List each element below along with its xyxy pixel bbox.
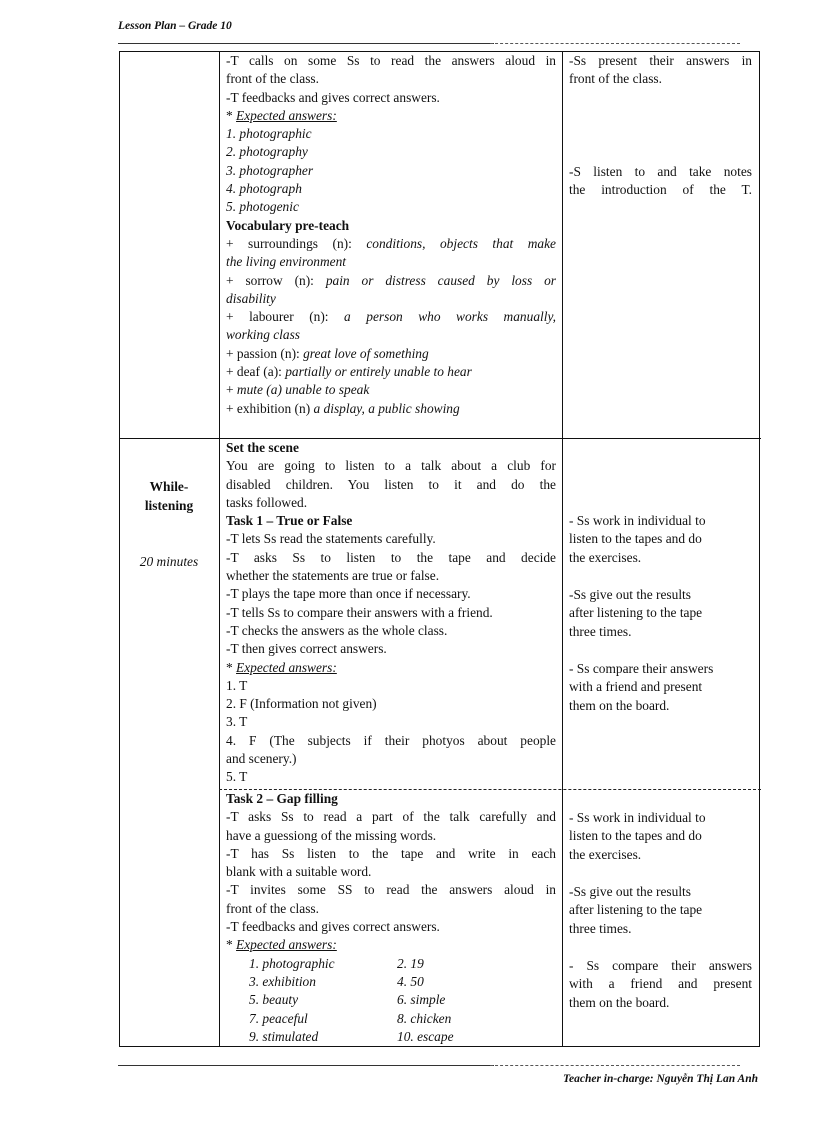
vocab-item: [226, 345, 556, 363]
stage-time: 20 minutes: [139, 554, 199, 569]
answer-item: 7. peaceful: [249, 1010, 308, 1026]
vocab-definition: great love of something: [303, 345, 429, 361]
text-line: -T asks Ss to read a part of the talk carefully and: [226, 809, 556, 825]
text-line: blank with a suitable word.: [226, 864, 372, 880]
text-line: three times.: [569, 920, 632, 936]
text-line: -T feedbacks and gives correct answers.: [226, 919, 440, 935]
answer-row: [226, 991, 556, 1009]
answer-item: 4. 50: [397, 973, 424, 989]
vocab-definition: pain or distress caused by loss or: [325, 272, 556, 288]
footer-rule: [118, 1065, 494, 1066]
text-line: the introduction of the T.: [569, 182, 752, 198]
vocab-term: + deaf (a):: [226, 364, 286, 380]
text-line: tasks followed.: [226, 494, 308, 510]
row1-student-activities-2: [569, 163, 752, 200]
header-rule: [118, 43, 494, 44]
text-line: You are going to listen to a talk about a club for: [226, 458, 556, 474]
vocab-term: + labourer (n):: [226, 309, 345, 325]
row2-student-activities: [569, 512, 752, 567]
text-line: with a friend and present: [569, 679, 703, 695]
set-scene-heading: Set the scene: [226, 440, 299, 455]
expected-answers-label: Expected answers:: [236, 659, 337, 675]
text-line: front of the class.: [569, 71, 662, 87]
expected-answers-heading: * Expected answers:: [226, 107, 337, 123]
answer-item: 10. escape: [397, 1028, 454, 1044]
text-line: the exercises.: [569, 846, 642, 862]
page-footer: Teacher in-charge: Nguyễn Thị Lan Anh: [563, 1073, 758, 1085]
text-line: listen to the tapes and do: [569, 531, 702, 547]
answer-item: 6. simple: [397, 992, 446, 1008]
text-line: -T invites some SS to read the answers aloud in: [226, 882, 556, 898]
vocab-item: [226, 272, 556, 290]
answer-item: 4. photograph: [226, 181, 302, 197]
vocab-definition-cont: the living environment: [226, 254, 346, 270]
answer-item: 3. photographer: [226, 162, 314, 178]
column-divider-2: [562, 52, 563, 1046]
text-line: after listening to the tape: [569, 902, 703, 918]
answer-item: 4. F (The subjects if their photyos about people: [226, 732, 556, 748]
vocab-definition: mute (a) unable to speak: [236, 382, 370, 398]
text-line: have a guessiong of the missing words.: [226, 827, 437, 843]
text-line: whether the statements are true or false.: [226, 568, 440, 584]
answer-item: 1. photographic: [249, 955, 335, 971]
row2-student-compare: [569, 660, 752, 715]
text-line: with a friend and present: [569, 976, 752, 992]
row3-student-compare: [569, 957, 752, 1012]
text-line: -Ss present their answers in: [569, 53, 752, 68]
text-line: - Ss compare their answers: [569, 661, 714, 676]
vocab-item: [226, 308, 556, 326]
task1-heading: Task 1 – True or False: [226, 513, 353, 529]
page-header: Lesson Plan – Grade 10: [118, 20, 232, 32]
expected-answers-label: Expected answers:: [236, 937, 337, 953]
text-line: -T has Ss listen to the tape and write in each: [226, 845, 556, 861]
answer-item: 3. T: [226, 714, 248, 730]
answer-item: 1. T: [226, 677, 248, 693]
answer-item: 5. photogenic: [226, 199, 299, 215]
stage-line: While-: [149, 479, 189, 494]
text-line: -S listen to and take notes: [569, 164, 752, 179]
text-line: three times.: [569, 623, 632, 639]
answer-item: 5. T: [226, 769, 248, 785]
stage-line: listening: [144, 497, 194, 513]
text-line: - Ss work in individual to: [569, 810, 706, 825]
expected-answers-heading: * Expected answers:: [226, 937, 337, 953]
vocab-definition-cont: working class: [226, 327, 301, 343]
row3-student-activities: [569, 809, 752, 864]
row3-student-results: [569, 883, 752, 938]
text-line: -T tells Ss to compare their answers with a friend.: [226, 604, 493, 620]
answer-item-cont: and scenery.): [226, 751, 297, 767]
expected-answers-label: Expected answers:: [236, 107, 337, 123]
header-dashed-rule: [490, 43, 740, 44]
text-line: -T lets Ss read the statements carefully.: [226, 531, 436, 547]
vocab-definition-cont: disability: [226, 290, 276, 306]
answer-item: 8. chicken: [397, 1010, 452, 1026]
row2-teacher-activities: [226, 439, 556, 787]
text-line: -T plays the tape more than once if necessary.: [226, 586, 471, 602]
row1-teacher-activities: [226, 52, 556, 418]
answer-item: 2. 19: [397, 955, 424, 971]
text-line: listen to the tapes and do: [569, 828, 702, 844]
row3-teacher-activities: [226, 790, 556, 1046]
answer-row: [226, 973, 556, 991]
footer-dashed-rule: [490, 1065, 740, 1066]
answer-row: [226, 1010, 556, 1028]
stage-label: [120, 478, 218, 515]
vocab-definition: partially or entirely unable to hear: [285, 364, 472, 380]
text-line: them on the board.: [569, 697, 670, 713]
text-line: the exercises.: [569, 549, 642, 565]
answer-item: 2. photography: [226, 144, 308, 160]
vocab-term: + passion (n):: [226, 345, 304, 361]
text-line: front of the class.: [226, 900, 319, 916]
vocab-definition: a display, a public showing: [313, 400, 460, 416]
text-line: after listening to the tape: [569, 605, 703, 621]
answer-item: 3. exhibition: [249, 973, 316, 989]
text-line: - Ss work in individual to: [569, 513, 706, 528]
text-line: - Ss compare their answers: [569, 958, 752, 973]
answer-item: 1. photographic: [226, 126, 312, 142]
text-line: -T feedbacks and gives correct answers.: [226, 89, 440, 105]
vocab-term: + surroundings (n):: [226, 235, 367, 251]
text-line: -T checks the answers as the whole class.: [226, 622, 448, 638]
text-line: -T asks Ss to listen to the tape and decide: [226, 549, 556, 565]
task2-heading: Task 2 – Gap filling: [226, 791, 338, 806]
vocab-item: [226, 235, 556, 253]
answer-row: [226, 955, 556, 973]
vocabulary-heading: Vocabulary pre-teach: [226, 217, 350, 233]
answer-item: 5. beauty: [249, 992, 299, 1008]
text-line: -Ss give out the results: [569, 587, 691, 602]
vocab-definition: a person who works manually,: [344, 309, 557, 325]
vocab-definition: conditions, objects that make: [366, 235, 556, 251]
expected-answers-heading: * Expected answers:: [226, 659, 337, 675]
text-line: -T then gives correct answers.: [226, 641, 387, 657]
row2-student-results: [569, 586, 752, 641]
vocab-term: + sorrow (n):: [226, 272, 326, 288]
column-divider-1: [219, 52, 220, 1046]
text-line: disabled children. You listen to it and do the: [226, 476, 556, 492]
row1-student-activities: [569, 52, 752, 89]
answer-row: [226, 1028, 556, 1046]
answer-item: 9. stimulated: [249, 1028, 319, 1044]
vocab-item: [226, 400, 556, 418]
text-line: -T calls on some Ss to read the answers aloud in: [226, 53, 556, 68]
vocab-item: [226, 363, 556, 381]
text-line: them on the board.: [569, 994, 670, 1010]
answer-item: 2. F (Information not given): [226, 696, 377, 712]
vocab-item: [226, 381, 556, 399]
text-line: front of the class.: [226, 71, 319, 87]
vocab-term: +: [226, 382, 237, 398]
vocab-term: + exhibition (n): [226, 400, 314, 416]
text-line: -Ss give out the results: [569, 884, 691, 899]
